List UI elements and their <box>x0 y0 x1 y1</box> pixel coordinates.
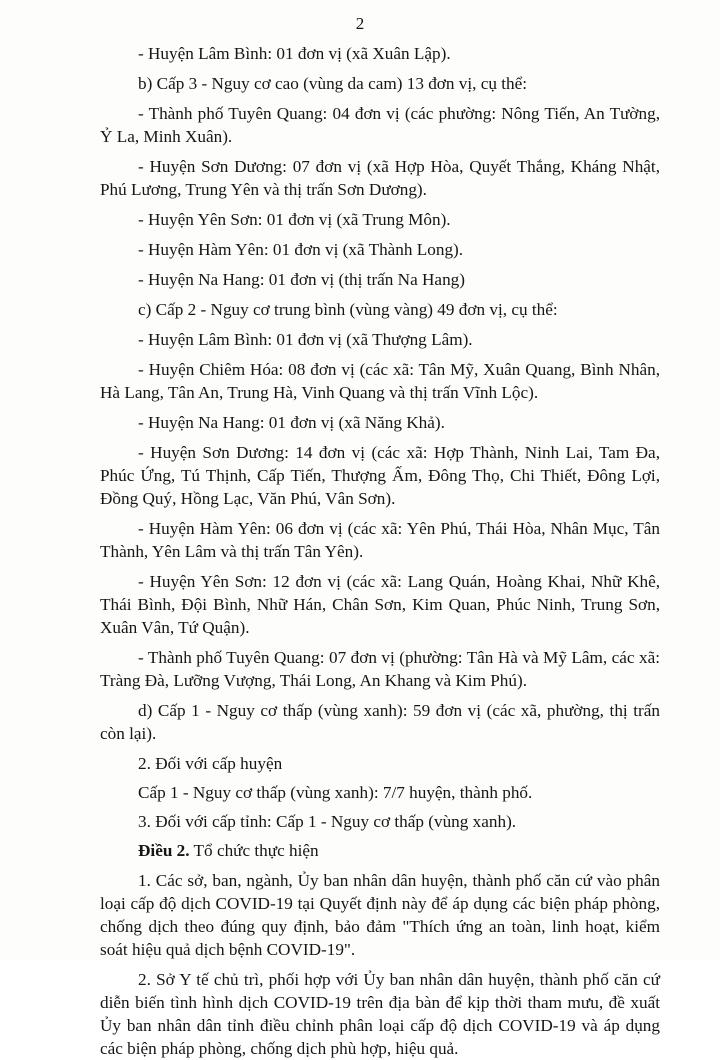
paragraph-ham-yen-level3: - Huyện Hàm Yên: 01 đơn vị (xã Thành Long). <box>138 240 464 259</box>
article-2-title: Tổ chức thực hiện <box>189 841 319 860</box>
paragraph-na-hang-level2: - Huyện Na Hang: 01 đơn vị (xã Năng Khả). <box>138 413 445 432</box>
paragraph-yen-son-level3: - Huyện Yên Sơn: 01 đơn vị (xã Trung Môn). <box>138 210 451 229</box>
paragraph-lam-binh-level2: - Huyện Lâm Bình: 01 đơn vị (xã Thượng Lâm). <box>138 330 473 349</box>
paragraph-son-duong-level2: - Huyện Sơn Dương: 14 đơn vị (các xã: Hợp Thành, Ninh Lai, Tam Đa, Phúc Ứng, Tú Thịnh, Cấp Tiến, Thượng Ấm, Đông Thọ, Chi Thiết, Đông Lợi, Đồng Quý, Hồng Lạc, Văn Phú, Vân Sơn). <box>100 443 660 508</box>
paragraph-level1-heading: d) Cấp 1 - Nguy cơ thấp (vùng xanh): 59 đơn vị (các xã, phường, thị trấn còn lại). <box>100 701 660 743</box>
paragraph-yen-son-level2: - Huyện Yên Sơn: 12 đơn vị (các xã: Lang Quán, Hoàng Khai, Nhữ Khê, Thái Bình, Đội Bình, Nhữ Hán, Chân Sơn, Kim Quan, Phúc Ninh, Trung Sơn, Xuân Vân, Tứ Quận). <box>100 572 660 637</box>
paragraph-ham-yen-level2: - Huyện Hàm Yên: 06 đơn vị (các xã: Yên Phú, Thái Hòa, Nhân Mục, Tân Thành, Yên Lâm và thị trấn Tân Yên). <box>100 519 660 561</box>
document-body <box>100 42 660 1060</box>
paragraph-son-duong-level3: - Huyện Sơn Dương: 07 đơn vị (xã Hợp Hòa, Quyết Thắng, Kháng Nhật, Phú Lương, Trung Yên và thị trấn Sơn Dương). <box>100 157 660 199</box>
article-2-heading <box>100 839 660 862</box>
paragraph-level3-heading: b) Cấp 3 - Nguy cơ cao (vùng da cam) 13 đơn vị, cụ thể: <box>138 74 528 93</box>
article-2-label: Điều 2. <box>138 841 190 860</box>
paragraph-level2-heading: c) Cấp 2 - Nguy cơ trung bình (vùng vàng) 49 đơn vị, cụ thể: <box>138 300 558 319</box>
paragraph-article2-item2: 2. Sở Y tế chủ trì, phối hợp với Ủy ban nhân dân huyện, thành phố căn cứ diễn biến tình hình dịch COVID-19 trên địa bàn để kịp thời tham mưu, đề xuất Ủy ban nhân dân tỉnh điều chỉnh phân loại cấp độ dịch COVID-19 và áp dụng các biện pháp phòng, chống dịch phù hợp, hiệu quả. <box>100 970 660 1058</box>
paragraph-article2-item1: 1. Các sở, ban, ngành, Ủy ban nhân dân huyện, thành phố căn cứ vào phân loại cấp độ dịch COVID-19 tại Quyết định này để áp dụng các biện pháp phòng, chống dịch theo đúng quy định, bảo đảm "Thích ứng an toàn, linh hoạt, kiểm soát hiệu quả dịch bệnh COVID-19". <box>100 871 660 959</box>
paragraph-na-hang-level3: - Huyện Na Hang: 01 đơn vị (thị trấn Na Hang) <box>138 270 465 289</box>
paragraph-province-level: 3. Đối với cấp tỉnh: Cấp 1 - Nguy cơ thấp (vùng xanh). <box>138 812 517 831</box>
paragraph-tp-tuyen-quang-level3: - Thành phố Tuyên Quang: 04 đơn vị (các phường: Nông Tiến, An Tường, Ỷ La, Minh Xuân). <box>100 104 660 146</box>
paragraph-district-level1: Cấp 1 - Nguy cơ thấp (vùng xanh): 7/7 huyện, thành phố. <box>138 783 533 802</box>
page-number: 2 <box>355 14 365 33</box>
paragraph-tp-tuyen-quang-level2: - Thành phố Tuyên Quang: 07 đơn vị (phường: Tân Hà và Mỹ Lâm, các xã: Tràng Đà, Lưỡng Vượng, Thái Long, An Khang và Kim Phú). <box>100 648 660 690</box>
paragraph-lam-binh-level4: - Huyện Lâm Bình: 01 đơn vị (xã Xuân Lập). <box>138 44 451 63</box>
paragraph-chiem-hoa-level2: - Huyện Chiêm Hóa: 08 đơn vị (các xã: Tân Mỹ, Xuân Quang, Bình Nhân, Hà Lang, Tân An, Trung Hà, Vinh Quang và thị trấn Vĩnh Lộc). <box>100 360 660 402</box>
paragraph-district-level-heading: 2. Đối với cấp huyện <box>138 754 283 773</box>
